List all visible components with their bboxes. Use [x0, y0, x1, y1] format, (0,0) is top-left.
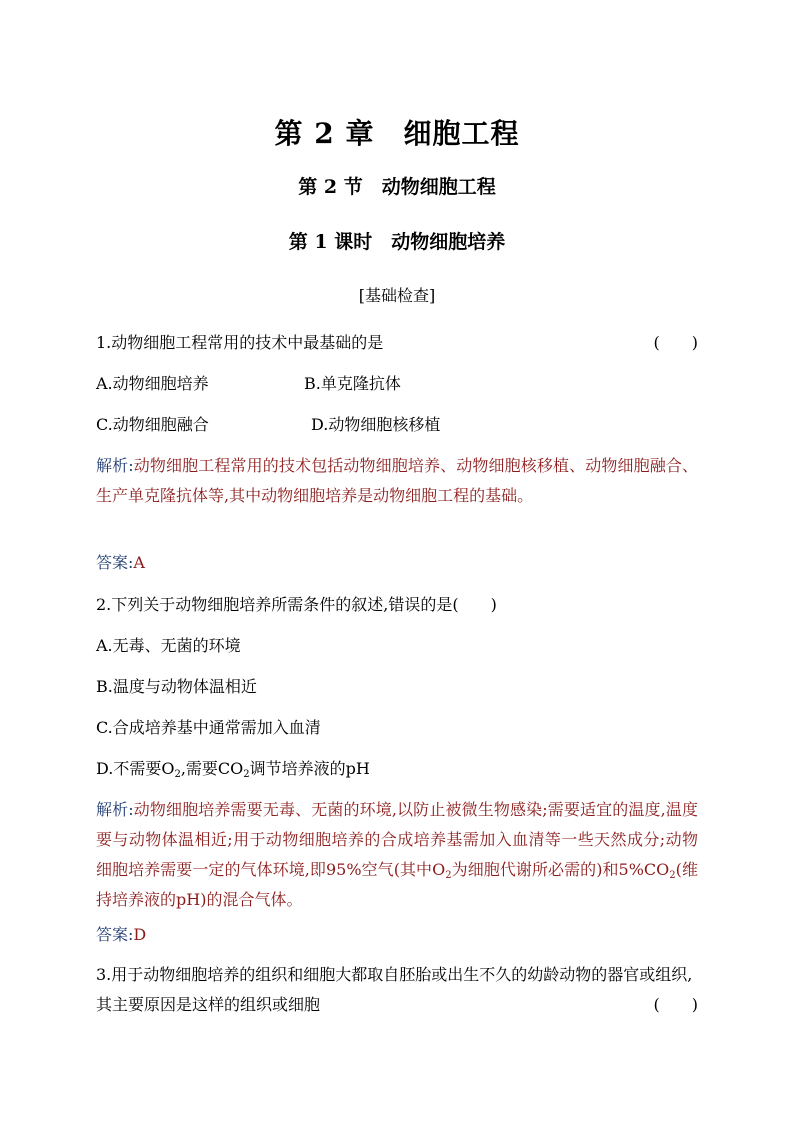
subscript: 2	[243, 769, 250, 780]
subscript: 2	[174, 769, 181, 780]
answer-label: 答案:	[96, 553, 134, 572]
question-1-answer-blank: ( )	[653, 333, 698, 352]
question-2-option-a: A.无毒、无菌的环境	[96, 636, 241, 655]
explanation-text: 为细胞代谢所必需的)和5%CO	[451, 860, 670, 879]
question-1-stem-line	[96, 331, 698, 355]
chapter-title: 第 2 章 细胞工程	[274, 117, 520, 150]
option-d-part: ,需要CO	[180, 759, 244, 778]
option-a: A.动物细胞培养	[96, 374, 209, 393]
question-2-option-d	[96, 757, 698, 781]
question-2-explanation	[96, 795, 698, 915]
option-c: C.动物细胞融合	[96, 415, 209, 434]
explanation-label: 解析:	[96, 800, 134, 819]
question-3-stem-line	[96, 960, 698, 1020]
question-2-option-c: C.合成培养基中通常需加入血清	[96, 718, 321, 737]
explanation-text: 动物细胞培养需要无毒、无菌的环境,以防止被微生物感染;需要适宜的温度,温度要与动物体温相近;用于动物细胞培养的合成培养基需加入血清等一些天然成分;动物细胞培养需要一定的气体环境,即95%空气(其中O	[96, 800, 698, 879]
option-b: B.单克隆抗体	[304, 374, 401, 393]
section-title: 第 2 节 动物细胞工程	[298, 176, 496, 198]
question-1-stem: 1.动物细胞工程常用的技术中最基础的是	[96, 333, 384, 352]
question-3-answer-blank: ( )	[653, 995, 698, 1014]
question-3-stem: 3.用于动物细胞培养的组织和细胞大都取自胚胎或出生不久的幼龄动物的器官或组织,其主要原因是这样的组织或细胞	[96, 965, 693, 1014]
subscript: 2	[669, 870, 676, 881]
question-2-option-b: B.温度与动物体温相近	[96, 677, 257, 696]
option-d-part: D.不需要O	[96, 759, 175, 778]
question-1-answer	[96, 551, 698, 575]
answer-label: 答案:	[96, 925, 134, 944]
option-d-part: 调节培养液的pH	[249, 759, 370, 778]
section-label: [基础检查]	[358, 286, 436, 305]
question-2-stem-line	[96, 593, 698, 617]
explanation-label: 解析:	[96, 456, 134, 475]
answer-value: A	[133, 553, 145, 572]
answer-value: D	[133, 925, 147, 944]
question-2-answer	[96, 923, 698, 947]
explanation-text: 动物细胞工程常用的技术包括动物细胞培养、动物细胞核移植、动物细胞融合、生产单克隆抗体等,其中动物细胞培养是动物细胞工程的基础。	[96, 456, 698, 505]
question-1-options-row-1	[96, 372, 698, 396]
lesson-title: 第 1 课时 动物细胞培养	[288, 231, 506, 253]
explanation-text: (维持培养液的pH)的混合气体。	[96, 860, 698, 909]
question-1-explanation	[96, 451, 698, 511]
option-d: D.动物细胞核移植	[311, 415, 441, 434]
subscript: 2	[445, 870, 452, 881]
question-1-options-row-2	[96, 413, 698, 437]
question-2-stem: 2.下列关于动物细胞培养所需条件的叙述,错误的是( )	[96, 595, 497, 614]
